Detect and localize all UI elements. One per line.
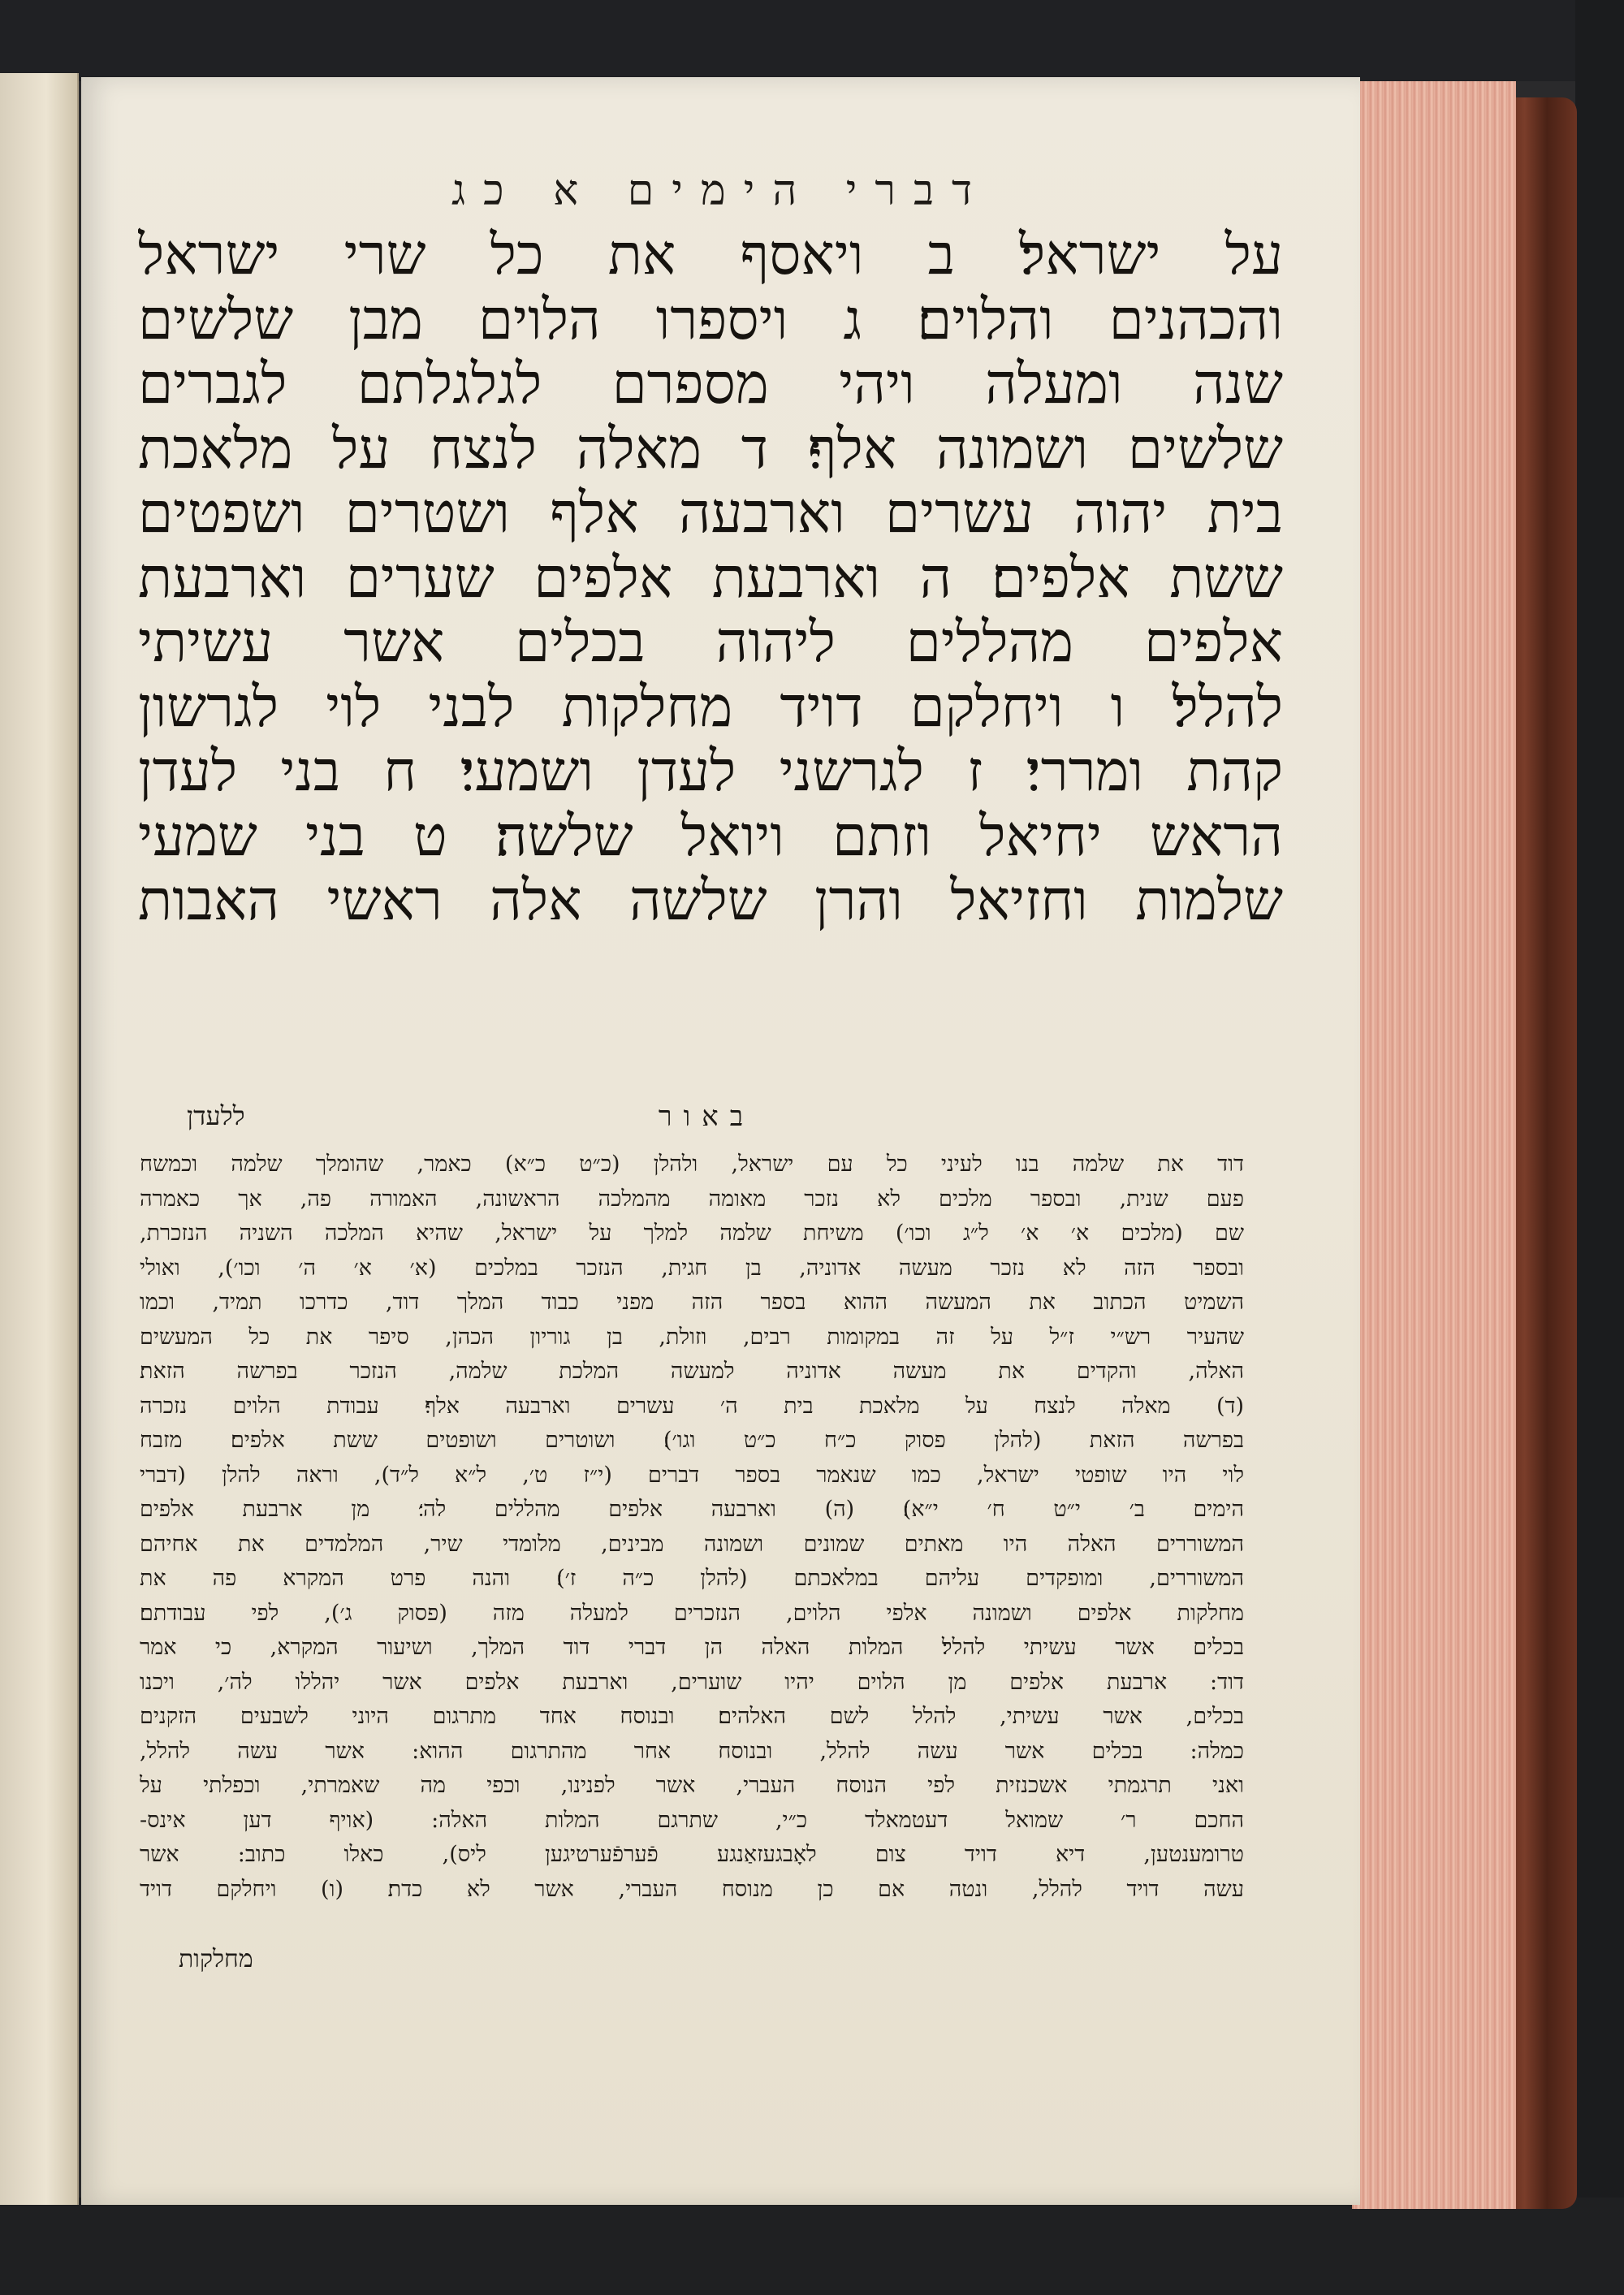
scan-backdrop-top (0, 0, 1624, 81)
running-head: דברי הימים א כג (451, 166, 991, 215)
commentary-line: טרומענטען, דיא דויד צום לאָבגעזאַנגע פֿערפֿערטיגען ליס), כאלו כתוב: אשר (140, 1842, 1244, 1867)
commentary-line: דוד: ארבעת אלפים מן הלוים יהיו שוערים, וארבעת אלפים אשר יהללו לה׳, ויכנו (140, 1669, 1244, 1695)
main-text-line: שלמות וחזיאל והרן שלשה אלה ראשי האבות (138, 869, 1283, 933)
commentary-line: בכלים אשר עשיתי להלל׃ המלות האלה הן דברי דוד המלך, ושיעור המקרא, כי אמר (140, 1635, 1244, 1660)
main-text-line: אלפים מהללים ליהוה בכלים אשר עשיתי (138, 611, 1283, 675)
main-text-line: ששת אלפים׃ ה וארבעת אלפים שערים וארבעת (138, 546, 1283, 611)
bottom-catchword: מחלקות (179, 1945, 253, 1973)
page-block-edges (1352, 81, 1516, 2209)
commentary-line: שם (מלכים א׳ א׳ ל״ג וכו׳) משיחת שלמה למלך על ישראל, שהיא המלכה השניה הנזכרת, (140, 1221, 1244, 1246)
commentary-line: בפרשה הזאת (להלן פסוק כ״ח כ״ט וגו׳)׃ ושוטרים ושופטים ששת אלפים׃ מזבח (140, 1428, 1244, 1453)
main-text-line: קהת ומררי׃ ז לגרשני לעדן ושמעי׃ ח בני לעדן (138, 740, 1283, 804)
commentary-line: פעם שנית, ובספר מלכים לא נזכר מאומה מהמלכה הראשונה, האמורה פה, אך כאמרה (140, 1186, 1244, 1212)
commentary-line: (ד) מאלה לנצח על מלאכת בית ה׳ עשרים וארבעה אלף׃ עבודת הלוים נזכרה (140, 1393, 1244, 1419)
main-text-line: בית יהוה עשרים וארבעה אלף ושטרים ושפטים (138, 482, 1283, 546)
main-catchword: ללעדן (187, 1100, 245, 1131)
commentary-line: המשוררים האלה היו מאתים שמונים ושמונה מבינים, מלומדי שיר, המלמדים את אחיהם (140, 1531, 1244, 1557)
commentary-line: החכם ר׳ שמואל דעטמאלד כ״י, שתרגם המלות האלה: (אויף דען אינס- (140, 1807, 1244, 1833)
commentary-block (140, 1148, 1244, 1907)
scan-backdrop-bottom (0, 2198, 1624, 2295)
commentary-line: הימים ב׳ י״ט ח׳ י״א)׃ (ה) וארבעה אלפים מהללים לה׳׃ מן ארבעת אלפים (140, 1497, 1244, 1522)
commentary-line: השמיט הכתוב את המעשה ההוא בספר הזה מפני כבוד המלך דוד, כדרכו תמיד, וכמו (140, 1290, 1244, 1315)
section-divider-row (138, 1100, 1283, 1139)
commentary-line: מחלקות אלפים ושמונה אלפי הלוים, הנזכרים למעלה מזה (פסוק ג׳), לפי עבודתם׃ (140, 1600, 1244, 1626)
main-text-line: והכהנים והלוים׃ ג ויספרו הלוים מבן שלשים (138, 287, 1283, 352)
main-text-line: הראש יחיאל וזתם ויואל שלשה׃ ט בני שמעי (138, 804, 1283, 869)
commentary-line: ובספר הזה לא נזכר מעשה אדוניה, בן חגית, הנזכר במלכים (א׳ א׳ ה׳ וכו׳), ואולי (140, 1255, 1244, 1281)
commentary-line: ואני תרגמתי אשכנזית לפי הנוסח העברי, אשר לפנינו, וכפי מה שאמרתי, וכפלתי על (140, 1773, 1244, 1798)
commentary-line: עשה דויד להלל, ונטה אם כן מנוסח העברי, אשר לא כדת׃ (ו) ויחלקם דויד (140, 1876, 1244, 1902)
scan-backdrop-right (1575, 0, 1624, 2295)
commentary-line: שהעיר רש״י ז״ל על זה במקומות רבים, וזולת, בן גוריון הכהן, סיפר את כל המעשים (140, 1324, 1244, 1350)
commentary-line: המשוררים, ומופקדים עליהם במלאכתם (להלן כ״ה ז׳)׃ והנה פרט המקרא פה את (140, 1566, 1244, 1591)
book-page (81, 77, 1360, 2205)
commentary-line: דוד את שלמה בנו לעיני כל עם ישראל, ולהלן (כ״ט כ״א) כאמר, שהומלך שלמה וכמשח (140, 1152, 1244, 1177)
main-text-block (138, 223, 1283, 934)
left-page-edge (0, 73, 79, 2205)
commentary-line: האלה, והקדים את מעשה אדוניה למעשה המלכת שלמה, הנזכר בפרשה הזאת׃ (140, 1359, 1244, 1384)
main-text-line: על ישראל׃ ב ויאסף את כל שרי ישראל (138, 223, 1283, 287)
main-text-line: שלשים ושמונה אלף׃ ד מאלה לנצח על מלאכת (138, 417, 1283, 482)
commentary-title: באור (658, 1100, 755, 1133)
commentary-line: לוי היו שופטי ישראל, כמו שנאמר בספר דברים (י״ז ט׳, ל״א ל״ד), וראה להלן (דברי (140, 1462, 1244, 1488)
commentary-line: בכלים, אשר עשיתי, להלל לשם האלהים׃ ובנוסח אחד מתרגום היוני לשבעים הזקנים (140, 1704, 1244, 1729)
main-text-line: להלל׃ ו ויחלקם דויד מחלקות לבני לוי לגרשון (138, 675, 1283, 740)
commentary-line: כמלה: בכלים אשר עשה להלל, ובנוסח אחר מהתרגום ההוא: אשר עשה להלל, (140, 1738, 1244, 1764)
main-text-line: שנה ומעלה ויהי מספרם לגלגלתם לגברים (138, 352, 1283, 417)
